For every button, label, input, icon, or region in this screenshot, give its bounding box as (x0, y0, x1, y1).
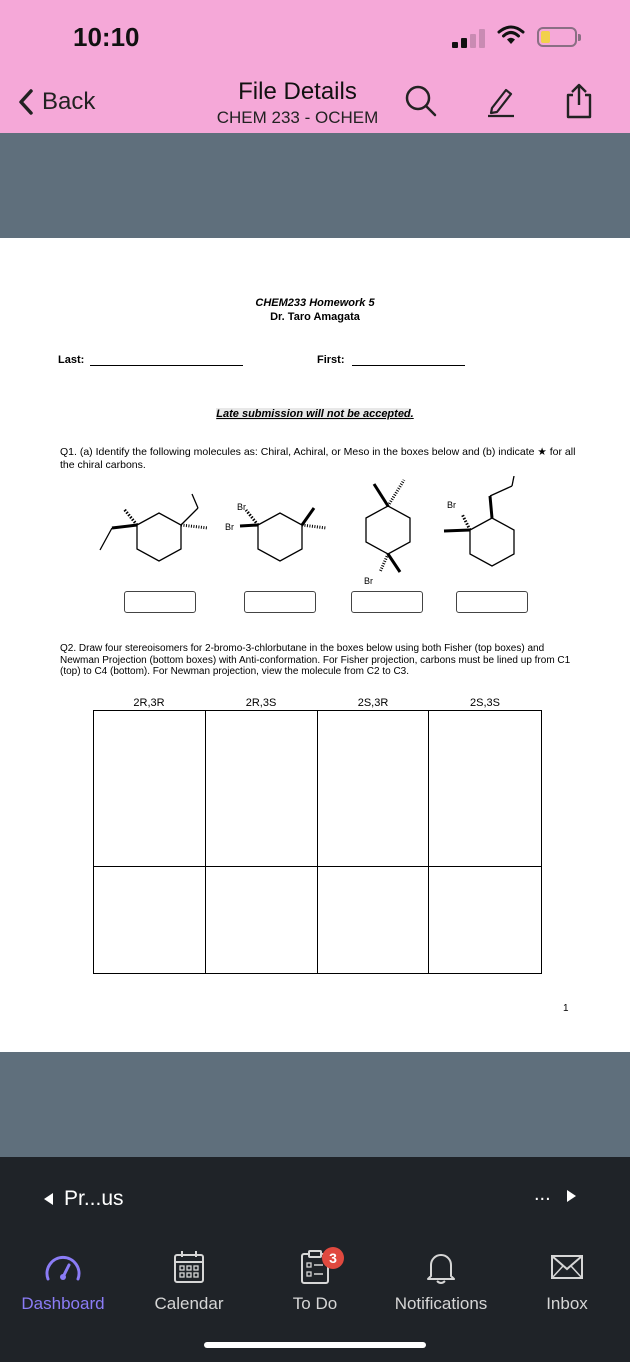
previous-button[interactable] (44, 1187, 124, 1211)
page-number: 1 (563, 1003, 569, 1014)
share-icon[interactable] (562, 82, 596, 120)
wifi-icon (497, 24, 525, 46)
more-button[interactable]: ... (534, 1183, 551, 1205)
search-icon[interactable] (404, 84, 438, 118)
fisher-box (429, 711, 541, 867)
document-title: CHEM233 Homework 5 (255, 297, 375, 309)
tab-label: Inbox (546, 1294, 588, 1313)
viewer-background (0, 133, 630, 238)
tab-dashboard[interactable] (0, 1247, 126, 1314)
previous-label: Pr...us (64, 1187, 124, 1210)
home-indicator (204, 1342, 426, 1348)
dashboard-icon (43, 1251, 83, 1283)
svg-text:Br: Br (225, 522, 234, 532)
late-notice: Late submission will not be accepted. (216, 408, 414, 420)
tab-calendar[interactable] (126, 1247, 252, 1314)
triangle-left-icon (44, 1193, 54, 1205)
next-button[interactable] (566, 1190, 576, 1202)
question-1: Q1. (a) Identify the following molecules as: Chiral, Achiral, or Meso in the boxes below and (b) indicate ★ for all the chiral carbons. (60, 446, 576, 471)
tab-label: Calendar (154, 1294, 224, 1313)
column-label: 2R,3S (245, 697, 277, 709)
document-author: Dr. Taro Amagata (270, 311, 360, 323)
svg-text:Br: Br (237, 502, 246, 512)
answer-box (124, 591, 196, 613)
status-time: 10:10 (73, 22, 140, 52)
question-2: Q2. Draw four stereoisomers for 2-bromo-3-chlorbutane in the boxes below using both Fisher (top boxes) and Newman Projection (bottom boxes) with Anti-conformation. For Fisher projection, carbons must be lined up from C1 (top) to C4 (bottom). For Newman projection, view the molecule from C2 to C3. (60, 643, 571, 677)
viewer-background (0, 1052, 630, 1157)
inbox-icon (550, 1254, 584, 1280)
svg-text:Br: Br (447, 500, 456, 510)
column-label: 2S,3R (357, 697, 389, 709)
calendar-icon (173, 1250, 205, 1284)
tab-label: To Do (292, 1294, 338, 1313)
fisher-box (206, 711, 318, 867)
signal-icon (452, 28, 486, 48)
svg-text:Br: Br (364, 576, 373, 586)
answer-box (244, 591, 316, 613)
last-name-label: Last: (58, 354, 85, 366)
tab-notifications[interactable] (378, 1247, 504, 1314)
tab-inbox[interactable] (504, 1247, 630, 1314)
battery-icon (537, 27, 577, 47)
newman-box (429, 867, 541, 973)
newman-box (318, 867, 430, 973)
column-label: 2R,3R (133, 697, 165, 709)
file-pager (0, 1157, 630, 1239)
newman-box (206, 867, 318, 973)
todo-badge: 3 (322, 1247, 344, 1269)
page-title: File Details (238, 78, 357, 105)
tab-label: Dashboard (21, 1294, 105, 1313)
tab-label: Notifications (394, 1294, 488, 1313)
first-name-label: First: (317, 354, 345, 366)
fisher-box (318, 711, 430, 867)
edit-icon[interactable] (484, 84, 518, 118)
column-label: 2S,3S (470, 697, 500, 709)
molecule-drawings (90, 476, 550, 586)
document-page[interactable] (0, 238, 630, 1052)
tab-todo[interactable] (252, 1247, 378, 1314)
answer-box (456, 591, 528, 613)
last-name-line (90, 365, 243, 366)
first-name-line (352, 365, 465, 366)
bell-icon (425, 1250, 457, 1284)
fisher-box (94, 711, 206, 867)
newman-box (94, 867, 206, 973)
answer-grid (93, 710, 542, 974)
back-label: Back (42, 88, 96, 115)
page-subtitle: CHEM 233 - OCHEM (216, 108, 379, 127)
answer-box (351, 591, 423, 613)
app-header (0, 0, 630, 133)
